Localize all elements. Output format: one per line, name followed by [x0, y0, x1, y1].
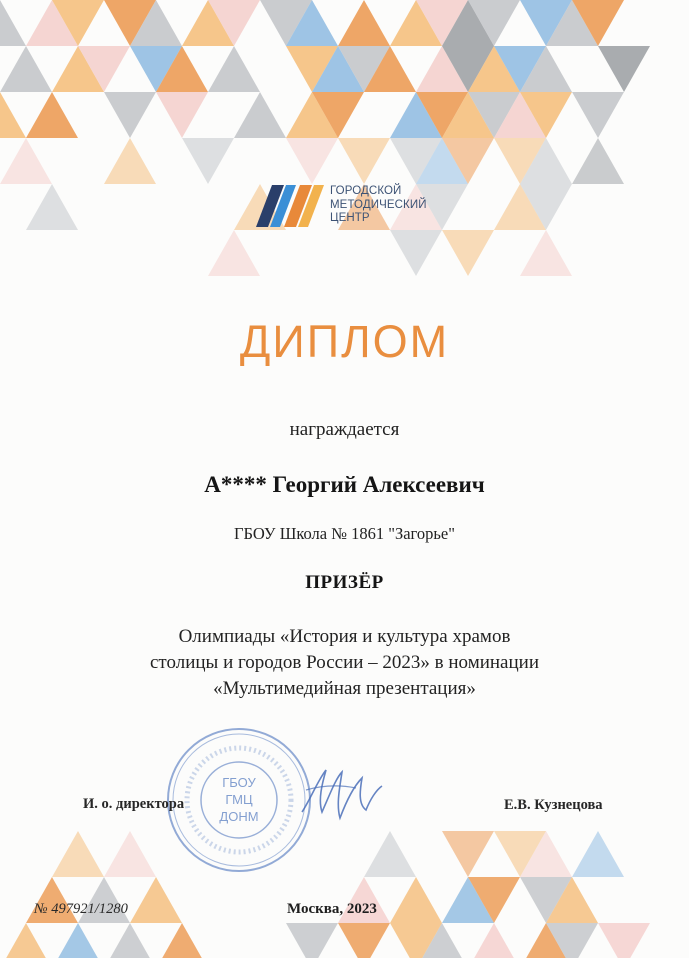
description-line-1: Олимпиады «История и культура храмов — [178, 626, 511, 647]
decor-triangle — [104, 831, 156, 877]
logo-line-1: ГОРОДСКОЙ — [330, 185, 402, 197]
recipient-name: А**** Георгий Алексеевич — [204, 472, 485, 497]
official-stamp — [164, 725, 314, 875]
decor-triangle — [338, 923, 390, 958]
diploma-title: ДИПЛОМ — [239, 316, 450, 367]
award-description — [0, 624, 689, 702]
decor-triangle — [0, 46, 52, 92]
decor-triangle — [572, 92, 624, 138]
decor-triangle — [26, 92, 78, 138]
stamp-line-3: ДОНМ — [219, 809, 259, 824]
decor-triangle — [572, 831, 624, 877]
decor-triangle — [208, 230, 260, 276]
decor-triangle — [234, 92, 286, 138]
decor-triangle — [520, 230, 572, 276]
decor-triangle — [364, 831, 416, 877]
decor-triangle — [156, 923, 208, 958]
decor-triangle — [442, 230, 494, 276]
decor-triangle — [442, 831, 494, 877]
city-year: Москва, 2023 — [287, 901, 377, 917]
description-line-2: столицы и городов России – 2023» в номинации — [150, 652, 539, 673]
logo-text — [330, 185, 427, 226]
decor-triangle — [598, 923, 650, 958]
decor-triangle — [390, 877, 442, 923]
description-line-3: «Мультимедийная презентация» — [213, 678, 476, 699]
decor-triangle — [286, 923, 338, 958]
logo-icon — [256, 183, 324, 229]
school-name: ГБОУ Школа № 1861 "Загорье" — [234, 524, 455, 543]
decor-triangle — [104, 138, 156, 184]
logo-line-3: ЦЕНТР — [330, 212, 370, 224]
decor-triangle — [0, 0, 26, 46]
logo-line-2: МЕТОДИЧЕСКИЙ — [330, 198, 427, 211]
decor-triangle — [338, 0, 390, 46]
decor-triangle — [0, 138, 52, 184]
signer-name: Е.В. Кузнецова — [504, 797, 603, 813]
signer-role: И. о. директора — [83, 796, 185, 812]
award-rank: ПРИЗЁР — [305, 572, 384, 593]
decor-triangle — [468, 923, 520, 958]
decor-triangle — [52, 923, 104, 958]
decor-triangle — [0, 92, 26, 138]
decor-triangle — [52, 831, 104, 877]
decor-triangle — [182, 138, 234, 184]
decor-triangle — [390, 230, 442, 276]
decor-triangle — [156, 92, 208, 138]
handwritten-signature — [296, 760, 386, 830]
decor-triangle — [0, 923, 52, 958]
awarded-text: награждается — [289, 419, 400, 440]
stamp-line-1: ГБОУ — [222, 775, 256, 790]
org-logo — [256, 183, 456, 233]
decor-triangle — [338, 138, 390, 184]
decor-triangle — [286, 138, 338, 184]
stamp-line-2: ГМЦ — [225, 792, 253, 807]
decor-triangle — [26, 184, 78, 230]
decor-triangle — [104, 92, 156, 138]
decor-triangle — [598, 46, 650, 92]
diploma-number: № 497921/1280 — [34, 901, 128, 917]
decor-triangle — [130, 877, 182, 923]
decor-triangle — [208, 46, 260, 92]
decor-triangle — [572, 138, 624, 184]
decor-triangle — [104, 923, 156, 958]
